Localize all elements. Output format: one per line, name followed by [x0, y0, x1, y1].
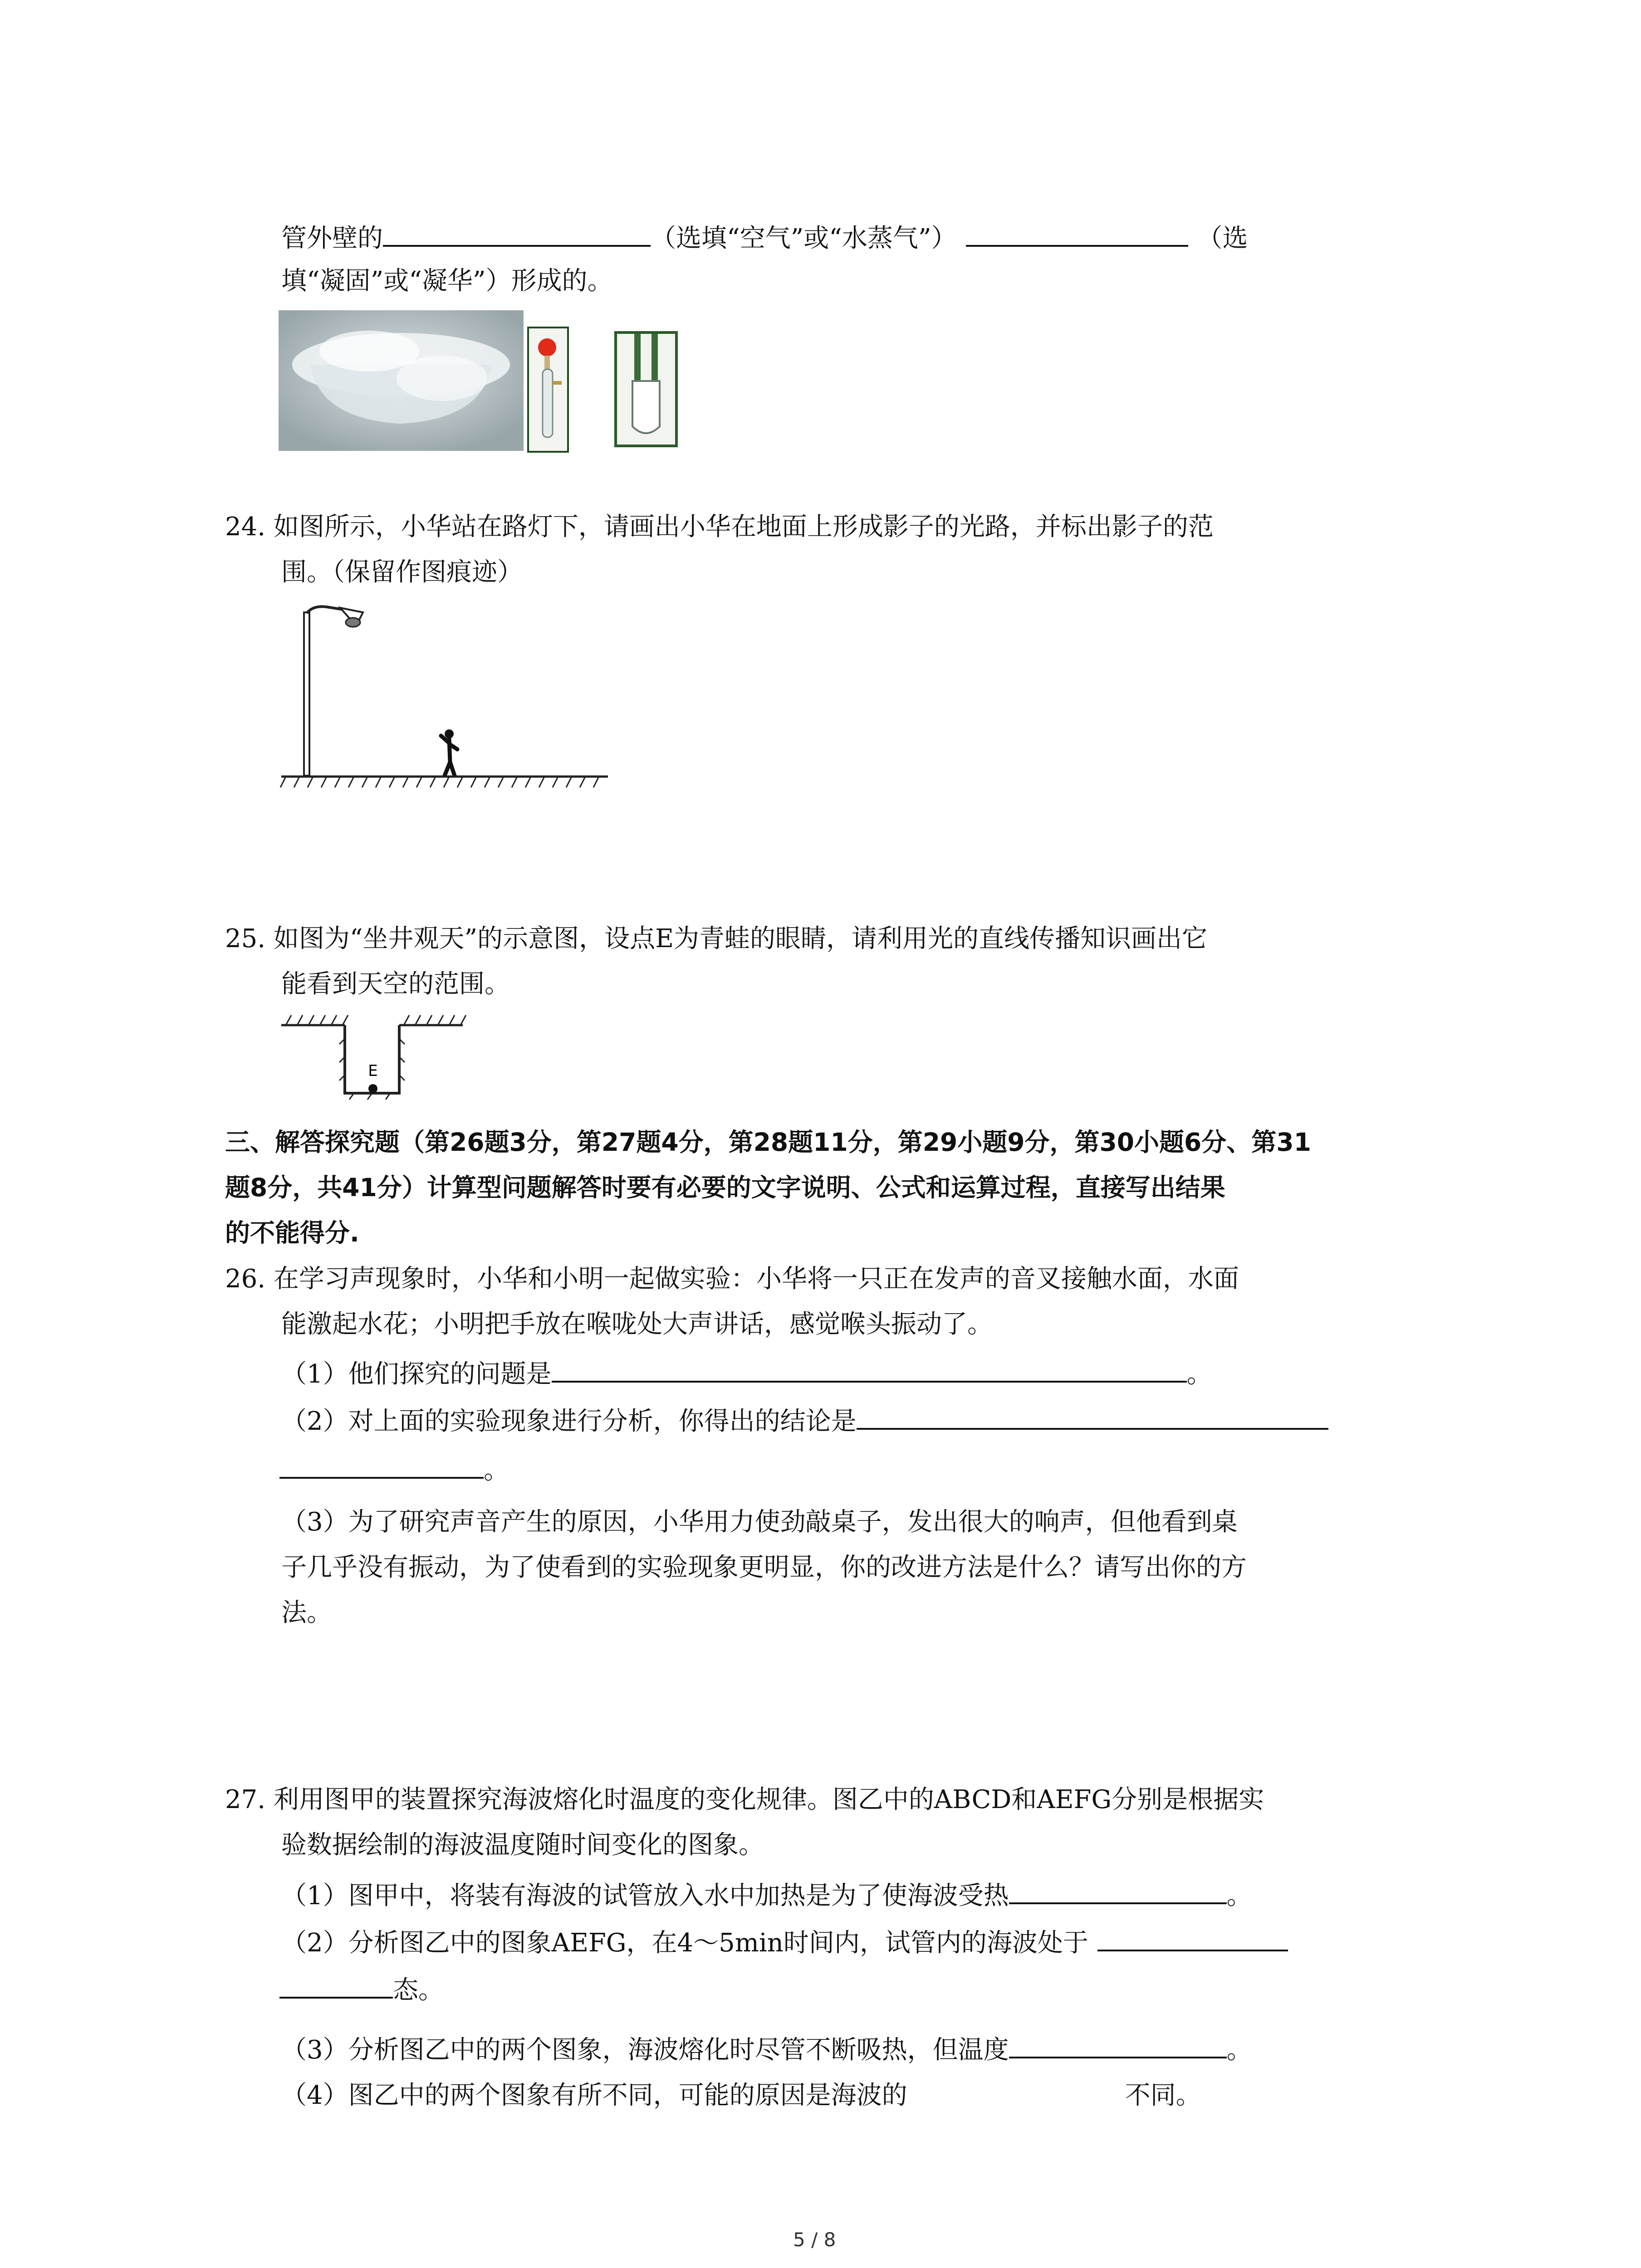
q27-sub4: （4）图乙中的两个图象有所不同，可能的原因是海波的 不同。 — [281, 2081, 1201, 2110]
answer-blank[interactable] — [1097, 1924, 1288, 1951]
streetlight-figure[interactable] — [272, 590, 617, 789]
answer-blank[interactable] — [279, 1452, 484, 1479]
answer-blank[interactable] — [383, 220, 651, 247]
answer-blank[interactable] — [279, 1971, 393, 1999]
answer-blank[interactable] — [1009, 2031, 1227, 2058]
q25-line2: 能看到天空的范围。 — [281, 969, 510, 999]
q26-sub2-cont: 。 — [279, 1452, 509, 1487]
test-tube-balloon-photo — [527, 327, 569, 453]
q23-line2: 填“凝固”或“凝华”）形成的。 — [281, 266, 613, 296]
answer-blank[interactable] — [1009, 1877, 1227, 1904]
q27-sub2: （2）分析图乙中的图象AEFG，在4～5min时间内，试管内的海波处于 — [281, 1924, 1288, 1960]
q27-sub3: （3）分析图乙中的两个图象，海波熔化时尽管不断吸热，但温度 。 — [281, 2031, 1252, 2067]
q26-sub2: （2）对上面的实验现象进行分析，你得出的结论是 — [281, 1403, 1328, 1438]
answer-blank[interactable] — [966, 220, 1188, 247]
q24-line1: 24. 如图所示，小华站在路灯下，请画出小华在地面上形成影子的光路，并标出影子的范 — [225, 512, 1214, 542]
answer-blank[interactable] — [857, 1403, 1328, 1430]
q27-line1: 27. 利用图甲的装置探究海波熔化时温度的变化规律。图乙中的ABCD和AEFG分别是根据实 — [225, 1785, 1264, 1814]
q24-line2: 围。（保留作图痕迹） — [281, 557, 523, 587]
q26-sub3-l2: 子几乎没有振动，为了使看到的实验现象更明显，你的改进方法是什么？请写出你的方 — [281, 1553, 1247, 1582]
q26-sub1: （1）他们探究的问题是 。 — [281, 1355, 1212, 1391]
q27-sub1: （1）图甲中，将装有海波的试管放入水中加热是为了使海波受热 。 — [281, 1877, 1252, 1912]
dry-ice-bowl-photo — [279, 310, 524, 451]
q27-sub2-cont: 态。 — [279, 1971, 444, 2007]
frog-well-figure[interactable] — [277, 1012, 467, 1102]
q23-line1: 管外壁的 （选填“空气”或“水蒸气”） （选 — [281, 220, 1248, 255]
section3-line1: 三、解答探究题（第26题3分，第27题4分，第28题11分，第29小题9分，第30小题6分、第31 — [225, 1128, 1311, 1157]
q26-line1: 26. 在学习声现象时，小华和小明一起做实验：小华将一只正在发声的音叉接触水面，水面 — [225, 1264, 1239, 1294]
q26-sub3-l3: 法。 — [281, 1598, 332, 1628]
q25-line1: 25. 如图为“坐井观天”的示意图，设点E为青蛙的眼睛，请利用光的直线传播知识画出它 — [225, 924, 1207, 953]
q26-sub3-l1: （3）为了研究声音产生的原因，小华用力使劲敲桌子，发出很大的响声，但他看到桌 — [281, 1507, 1238, 1537]
section3-line2: 题8分，共41分）计算型问题解答时要有必要的文字说明、公式和运算过程，直接写出结果 — [225, 1173, 1225, 1202]
test-tube-frost-photo — [614, 331, 678, 447]
q27-line2: 验数据绘制的海波温度随时间变化的图象。 — [281, 1830, 764, 1860]
answer-blank[interactable] — [552, 1355, 1187, 1383]
section3-line3: 的不能得分. — [225, 1218, 359, 1247]
page-number: 5 / 8 — [793, 2229, 836, 2251]
eye-label: E — [368, 1062, 378, 1080]
q26-line2: 能激起水花；小明把手放在喉咙处大声讲话，感觉喉头振动了。 — [281, 1310, 993, 1339]
